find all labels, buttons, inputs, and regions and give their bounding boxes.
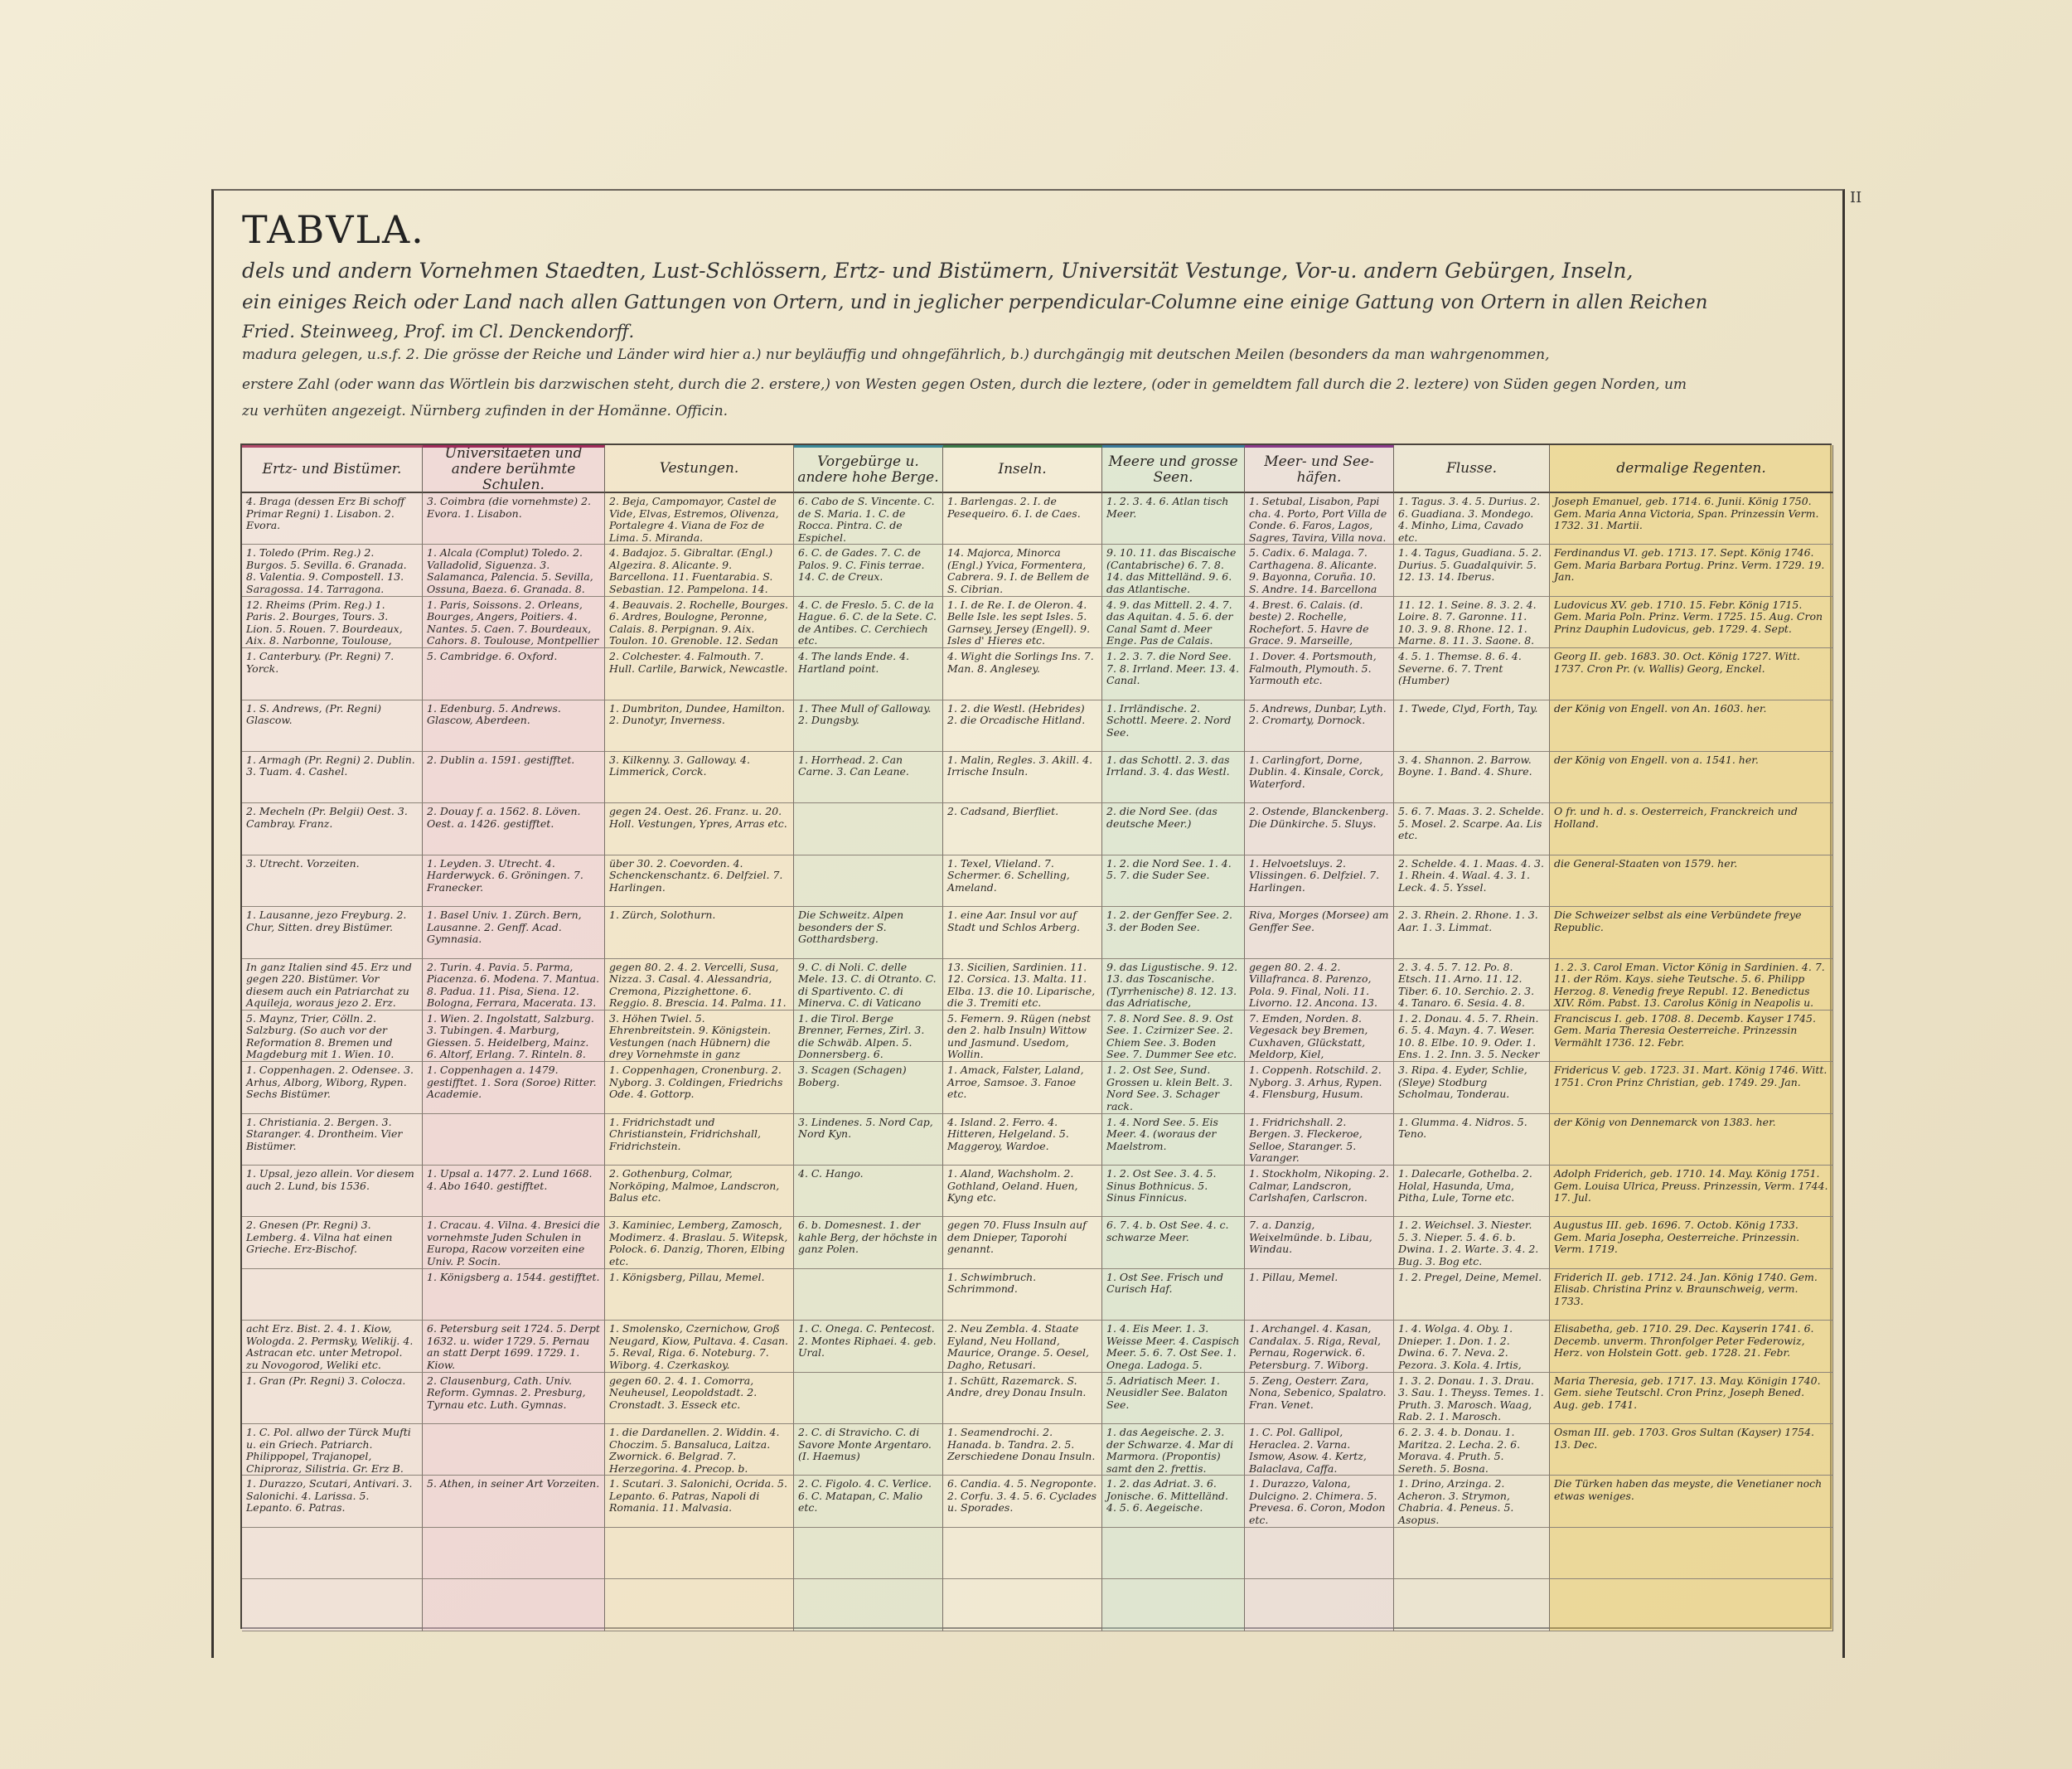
column-header: Flusse.	[1394, 445, 1550, 493]
table-cell: 3. Ripa. 4. Eyder, Schlie, (Sleye) Stodburg Scholmau, Tonderau.	[1394, 1062, 1550, 1113]
table-cell: 1. eine Aar. Insul vor auf Stadt und Schlos Arberg.	[943, 907, 1102, 958]
table-cell: 7. a. Danzig, Weixelmünde. b. Libau, Windau.	[1245, 1217, 1394, 1268]
column-header: Meere und grosse Seen.	[1102, 445, 1245, 493]
table-cell	[242, 1528, 423, 1579]
table-cell: 1. 2. Donau. 4. 5. 7. Rhein. 6. 5. 4. Mayn. 4. 7. Weser. 10. 8. Elbe. 10. 9. Oder. 1. Ens. 1. 2. Inn. 3. 5. Necker	[1394, 1011, 1550, 1062]
table-cell: 2. Cadsand, Bierfliet.	[943, 803, 1102, 855]
table-cell: 3. Kilkenny. 3. Galloway. 4. Limmerick, Corck.	[605, 752, 794, 803]
table-cell: gegen 60. 2. 4. 1. Comorra, Neuheusel, Leopoldstadt. 2. Cronstadt. 3. Esseck etc.	[605, 1373, 794, 1424]
table-cell: 1. Paris, Soissons. 2. Orleans, Bourges, Angers, Poitiers. 4. Nantes. 5. Caen. 7. Bourdeaux, Cahors. 8. Toulouse, Montpellier	[423, 597, 605, 648]
table-cell: 5. Zeng, Oesterr. Zara, Nona, Sebenico, Spalatro. Fran. Venet.	[1245, 1373, 1394, 1424]
table-cell: 7. Emden, Norden. 8. Vegesack bey Bremen, Cuxhaven, Glückstatt, Meldorp, Kiel,	[1245, 1011, 1394, 1062]
table-cell	[943, 1579, 1102, 1631]
table-cell: 1. Coppenh. Rotschild. 2. Nyborg. 3. Arhus, Rypen. 4. Flensburg, Husum.	[1245, 1062, 1394, 1113]
table-cell: 9. 10. 11. das Biscaische (Cantabrische) 6. 7. 8. 14. das Mittelländ. 9. 6. das Atlantische.	[1102, 545, 1245, 596]
table-cell: 4. 5. 1. Themse. 8. 6. 4. Severne. 6. 7. Trent (Humber)	[1394, 648, 1550, 700]
table-cell: Friderich II. geb. 1712. 24. Jan. König 1740. Gem. Elisab. Christina Prinz v. Braunschweig, verm. 1733.	[1550, 1269, 1833, 1321]
table-cell: 1. Tagus. 3. 4. 5. Durius. 2. 6. Guadiana. 3. Mondego. 4. Minho, Lima, Cavado etc.	[1394, 493, 1550, 545]
table-cell: 6. b. Domesnest. 1. der kahle Berg, der höchste in ganz Polen.	[794, 1217, 943, 1268]
sheet-number: II	[1850, 189, 1862, 206]
table-cell: 4. 9. das Mittell. 2. 4. 7. das Aquitan. 4. 5. 6. der Canal Samt d. Meer Enge. Pas de Calais.	[1102, 597, 1245, 648]
table-cell: Georg II. geb. 1683. 30. Oct. König 1727. Witt. 1737. Cron Pr. (v. Wallis) Georg, Enckel.	[1550, 648, 1833, 700]
table-cell: 2. C. Figolo. 4. C. Verlice. 6. C. Matapan, C. Malio etc.	[794, 1476, 943, 1527]
table-cell: die General-Staaten von 1579. her.	[1550, 855, 1833, 907]
table-cell	[605, 1579, 794, 1631]
subtitle-line: ein einiges Reich oder Land nach allen Gattungen von Ortern, und in jeglicher perpendicular-Columne eine einige Gattung von Ortern in allen Reichen	[242, 292, 1708, 313]
table-cell: 3. Scagen (Schagen) Boberg.	[794, 1062, 943, 1113]
table-cell: 1. C. Onega. C. Pentecost. 2. Montes Riphaei. 4. geb. Ural.	[794, 1321, 943, 1372]
table-cell: Adolph Friderich, geb. 1710. 14. May. König 1751. Gem. Louisa Ulrica, Preuss. Prinzessin, Verm. 1744. 17. Jul.	[1550, 1166, 1833, 1217]
table-cell	[1102, 1579, 1245, 1631]
table-cell: acht Erz. Bist. 2. 4. 1. Kiow, Wologda. 2. Permsky, Welikij. 4. Astracan etc. unter Metropol. zu Novogorod, Weliki etc.	[242, 1321, 423, 1372]
subtitle-line: erstere Zahl (oder wann das Wörtlein bis darzwischen steht, durch die 2. erstere,) von Westen gegen Osten, durch die leztere, (oder in gemeldtem fall durch die 2. leztere) von Süden gegen Norden, um	[242, 376, 1687, 393]
table-cell: 3. Höhen Twiel. 5. Ehrenbreitstein. 9. Königstein. Vestungen (nach Hübnern) die drey Vornehmste in ganz	[605, 1011, 794, 1062]
table-cell: 1. Glumma. 4. Nidros. 5. Teno.	[1394, 1114, 1550, 1166]
table-cell: 6. Petersburg seit 1724. 5. Derpt 1632. u. wider 1729. 5. Pernau an statt Derpt 1699. 1729. 1. Kiow.	[423, 1321, 605, 1372]
table-cell: 9. C. di Noli. C. delle Mele. 13. C. di Otranto. C. di Spartivento. C. di Minerva. C. di Vaticano	[794, 959, 943, 1011]
table-cell: 1. die Tirol. Berge Brenner, Fernes, Zirl. 3. die Schwäb. Alpen. 5. Donnersberg. 6.	[794, 1011, 943, 1062]
table-cell	[242, 1579, 423, 1631]
table-cell: 1. Horrhead. 2. Can Carne. 3. Can Leane.	[794, 752, 943, 803]
table-cell: 4. The lands Ende. 4. Hartland point.	[794, 648, 943, 700]
table-cell	[423, 1528, 605, 1579]
table-cell: 6. C. de Gades. 7. C. de Palos. 9. C. Finis terrae. 14. C. de Creux.	[794, 545, 943, 596]
table-cell: 1. Gran (Pr. Regni) 3. Colocza.	[242, 1373, 423, 1424]
table-cell: 1. 3. 2. Donau. 1. 3. Drau. 3. Sau. 1. Theyss. Temes. 1. Pruth. 3. Marosch. Waag, Rab. 2. 1. Marosch.	[1394, 1373, 1550, 1424]
table-cell: der König von Engell. von An. 1603. her.	[1550, 700, 1833, 752]
table-cell: 1. 2. Ost See. 3. 4. 5. Sinus Bothnicus. 5. Sinus Finnicus.	[1102, 1166, 1245, 1217]
table-cell	[423, 1114, 605, 1166]
table-cell: 14. Majorca, Minorca (Engl.) Yvica, Formentera, Cabrera. 9. I. de Bellem de S. Cibrian.	[943, 545, 1102, 596]
table-cell: 4. Brest. 6. Calais. (d. beste) 2. Rochelle, Rochefort. 5. Havre de Grace. 9. Marseille,	[1245, 597, 1394, 648]
table-cell: Fridericus V. geb. 1723. 31. Mart. König 1746. Witt. 1751. Cron Prinz Christian, geb. 1749. 29. Jan.	[1550, 1062, 1833, 1113]
table-cell: 3. Lindenes. 5. Nord Cap, Nord Kyn.	[794, 1114, 943, 1166]
table-cell: 1. 2. 3. 4. 6. Atlan tisch Meer.	[1102, 493, 1245, 545]
table-cell: 1. Seamendrochi. 2. Hanada. b. Tandra. 2. 5. Zerschiedene Donau Insuln.	[943, 1424, 1102, 1476]
table-cell: Franciscus I. geb. 1708. 8. Decemb. Kayser 1745. Gem. Maria Theresia Oesterreiche. Prinzessin Vermählt 1736. 12. Febr.	[1550, 1011, 1833, 1062]
table-cell	[794, 803, 943, 855]
table-cell: 1. Upsal a. 1477. 2. Lund 1668. 4. Abo 1640. gestifftet.	[423, 1166, 605, 1217]
table-cell: über 30. 2. Coevorden. 4. Schenckenschantz. 6. Delfziel. 7. Harlingen.	[605, 855, 794, 907]
table-cell: 2. Beja, Campomayor, Castel de Vide, Elvas, Estremos, Olivenza, Portalegre 4. Viana de Foz de Lima. 5. Miranda.	[605, 493, 794, 545]
table-cell: 1. Toledo (Prim. Reg.) 2. Burgos. 5. Sevilla. 6. Granada. 8. Valentia. 9. Compostell. 13. Saragossa. 14. Tarragona.	[242, 545, 423, 596]
table-cell: 1. Coppenhagen. 2. Odensee. 3. Arhus, Alborg, Wiborg, Rypen. Sechs Bistümer.	[242, 1062, 423, 1113]
table-cell: 4. Beauvais. 2. Rochelle, Bourges. 6. Ardres, Boulogne, Peronne, Calais. 8. Perpignan. 9. Aix. Toulon. 10. Grenoble. 12. Sedan	[605, 597, 794, 648]
table-cell: 1. Amack, Falster, Laland, Arroe, Samsoe. 3. Fanoe etc.	[943, 1062, 1102, 1113]
table-cell: 4. C. Hango.	[794, 1166, 943, 1217]
table-cell: 1. Canterbury. (Pr. Regni) 7. Yorck.	[242, 648, 423, 700]
table-cell: 1. Schütt, Razemarck. S. Andre, drey Donau Insuln.	[943, 1373, 1102, 1424]
table-cell: 1. 4. Wolga. 4. Oby. 1. Dnieper. 1. Don. 1. 2. Dwina. 6. 7. Neva. 2. Pezora. 3. Kola. 4. Irtis,	[1394, 1321, 1550, 1372]
table-cell: gegen 70. Fluss Insuln auf dem Dnieper, Taporohi genannt.	[943, 1217, 1102, 1268]
table-cell: 1. Upsal, jezo allein. Vor diesem auch 2. Lund, bis 1536.	[242, 1166, 423, 1217]
table-cell: 1. 2. Weichsel. 3. Niester. 5. 3. Nieper. 5. 4. 6. b. Dwina. 1. 2. Warte. 3. 4. 2. Bug. 3. Bog etc.	[1394, 1217, 1550, 1268]
table-cell: 1. Fridrichstadt und Christianstein, Fridrichshall, Fridrichstein.	[605, 1114, 794, 1166]
table-cell: Die Schweitz. Alpen besonders der S. Gotthardsberg.	[794, 907, 943, 958]
table-cell: 7. 8. Nord See. 8. 9. Ost See. 1. Czirnizer See. 2. Chiem See. 3. Boden See. 7. Dummer See etc.	[1102, 1011, 1245, 1062]
table-cell: 1. Ost See. Frisch und Curisch Haf.	[1102, 1269, 1245, 1321]
table-cell: Ferdinandus VI. geb. 1713. 17. Sept. König 1746. Gem. Maria Barbara Portug. Prinz. Verm. 1729. 19. Jan.	[1550, 545, 1833, 596]
table-cell: Die Türken haben das meyste, die Venetianer noch etwas weniges.	[1550, 1476, 1833, 1527]
table-cell	[1550, 1528, 1833, 1579]
register-table	[240, 443, 1832, 1629]
table-cell: 1. Helvoetsluys. 2. Vlissingen. 6. Delfziel. 7. Harlingen.	[1245, 855, 1394, 907]
table-cell: 9. das Ligustische. 9. 12. 13. das Toscanische. (Tyrrhenische) 8. 12. 13. das Adriatische,	[1102, 959, 1245, 1011]
table-cell: 1. Lausanne, jezo Freyburg. 2. Chur, Sitten. drey Bistümer.	[242, 907, 423, 958]
table-cell: 2. Schelde. 4. 1. Maas. 4. 3. 1. Rhein. 4. Waal. 4. 3. 1. Leck. 4. 5. Yssel.	[1394, 855, 1550, 907]
table-cell: 1. Smolensko, Czernichow, Groß Neugard, Kiow, Pultava. 4. Casan. 5. Reval, Riga. 6. Noteburg. 7. Wiborg. 4. Czerkaskoy.	[605, 1321, 794, 1372]
table-cell	[1102, 1528, 1245, 1579]
table-cell: 1. Dover. 4. Portsmouth, Falmouth, Plymouth. 5. Yarmouth etc.	[1245, 648, 1394, 700]
table-cell: 2. Neu Zembla. 4. Staate Eyland, Neu Holland, Maurice, Orange. 5. Oesel, Dagho, Retusari.	[943, 1321, 1102, 1372]
table-cell: 1. Dalecarle, Gothelba. 2. Holal, Hasunda, Uma, Pitha, Lule, Torne etc.	[1394, 1166, 1550, 1217]
table-cell: der König von Dennemarck von 1383. her.	[1550, 1114, 1833, 1166]
table-cell: 1. Pillau, Memel.	[1245, 1269, 1394, 1321]
column-header: Vorgebürge u. andere hohe Berge.	[794, 445, 943, 493]
table-cell: 1. Königsberg a. 1544. gestifftet.	[423, 1269, 605, 1321]
table-cell: 1. Durazzo, Scutari, Antivari. 3. Salonichi. 4. Larissa. 5. Lepanto. 6. Patras.	[242, 1476, 423, 1527]
table-cell: 5. Adriatisch Meer. 1. Neusidler See. Balaton See.	[1102, 1373, 1245, 1424]
table-cell	[423, 1579, 605, 1631]
table-cell: 2. 3. 4. 5. 7. 12. Po. 8. Etsch. 11. Arno. 11. 12. Tiber. 6. 10. Serchio. 2. 3. 4. Tanaro. 6. Sesia. 4. 8.	[1394, 959, 1550, 1011]
table-cell: In ganz Italien sind 45. Erz und gegen 220. Bistümer. Vor diesem auch ein Patriarchat zu Aquileja, woraus jezo 2. Erz.	[242, 959, 423, 1011]
table-cell: 1. Fridrichshall. 2. Bergen. 3. Fleckeroe, Selloe, Staranger. 5. Varanger.	[1245, 1114, 1394, 1166]
table-cell: 5. Cadix. 6. Malaga. 7. Carthagena. 8. Alicante. 9. Bayonna, Coruña. 10. S. Andre. 14. Barcellona	[1245, 545, 1394, 596]
table-cell: 1. I. de Re. I. de Oleron. 4. Belle Isle. les sept Isles. 5. Garnsey, Jersey (Engell). 9. Isles d' Hieres etc.	[943, 597, 1102, 648]
table-grid	[240, 443, 1832, 1629]
table-cell: 1. Schwimbruch. Schrimmond.	[943, 1269, 1102, 1321]
table-cell: 1. Zürch, Solothurn.	[605, 907, 794, 958]
table-cell: 6. 7. 4. b. Ost See. 4. c. schwarze Meer.	[1102, 1217, 1245, 1268]
table-cell: 4. Island. 2. Ferro. 4. Hitteren, Helgeland. 5. Maggeroy, Wardoe.	[943, 1114, 1102, 1166]
table-cell: 2. Clausenburg, Cath. Univ. Reform. Gymnas. 2. Presburg, Tyrnau etc. Luth. Gymnas.	[423, 1373, 605, 1424]
table-cell: 1. Aland, Wachsholm. 2. Gothland, Oeland. Huen, Kyng etc.	[943, 1166, 1102, 1217]
table-cell: 2. Douay f. a. 1562. 8. Löven. Oest. a. 1426. gestifftet.	[423, 803, 605, 855]
table-cell	[242, 1269, 423, 1321]
table-cell: 5. Andrews, Dunbar, Lyth. 2. Cromarty, Dornock.	[1245, 700, 1394, 752]
table-cell	[794, 1269, 943, 1321]
table-cell	[1245, 1579, 1394, 1631]
table-cell: 5. Cambridge. 6. Oxford.	[423, 648, 605, 700]
table-cell: 6. Cabo de S. Vincente. C. de S. Maria. 1. C. de Rocca. Pintra. C. de Espichel.	[794, 493, 943, 545]
table-cell	[1394, 1579, 1550, 1631]
table-cell: 5. Athen, in seiner Art Vorzeiten.	[423, 1476, 605, 1527]
table-cell: 1. 2. Pregel, Deine, Memel.	[1394, 1269, 1550, 1321]
table-cell: 2. die Nord See. (das deutsche Meer.)	[1102, 803, 1245, 855]
table-cell: 1. Leyden. 3. Utrecht. 4. Harderwyck. 6. Gröningen. 7. Franecker.	[423, 855, 605, 907]
table-cell: Osman III. geb. 1703. Gros Sultan (Kayser) 1754. 13. Dec.	[1550, 1424, 1833, 1476]
table-cell: 11. 12. 1. Seine. 8. 3. 2. 4. Loire. 8. 7. Garonne. 11. 10. 3. 9. 8. Rhone. 12. 1. Marne. 8. 11. 3. Saone. 8.	[1394, 597, 1550, 648]
table-cell: 1. Coppenhagen a. 1479. gestifftet. 1. Sora (Soroe) Ritter. Academie.	[423, 1062, 605, 1113]
page-title: TABVLA.	[242, 207, 425, 252]
table-cell: 1. 2. 3. Carol Eman. Victor König in Sardinien. 4. 7. 11. der Röm. Kays. siehe Teutsche. 5. 6. Philipp Herzog. 8. Venedig freye Republ. 12. Benedictus XIV. Röm. Pabst. 13. Carolus König in Neapolis u.	[1550, 959, 1833, 1011]
table-cell: 1. Königsberg, Pillau, Memel.	[605, 1269, 794, 1321]
table-cell: 1. 2. die Westl. (Hebrides) 2. die Orcadische Hitland.	[943, 700, 1102, 752]
table-cell: 1. 4. Eis Meer. 1. 3. Weisse Meer. 4. Caspisch Meer. 5. 6. 7. Ost See. 1. Onega. Ladoga. 5.	[1102, 1321, 1245, 1372]
table-cell: gegen 80. 2. 4. 2. Vercelli, Susa, Nizza. 3. Casal. 4. Alessandria, Cremona, Pizzighettone. 6. Reggio. 8. Brescia. 14. Palma. 11.	[605, 959, 794, 1011]
table-cell: Die Schweizer selbst als eine Verbündete freye Republic.	[1550, 907, 1833, 958]
table-cell: 1. Malin, Regles. 3. Akill. 4. Irrische Insuln.	[943, 752, 1102, 803]
table-cell: Augustus III. geb. 1696. 7. Octob. König 1733. Gem. Maria Josepha, Oesterreiche. Prinzessin. Verm. 1719.	[1550, 1217, 1833, 1268]
table-cell: Maria Theresia, geb. 1717. 13. May. Königin 1740. Gem. siehe Teutschl. Cron Prinz, Joseph Bened. Aug. geb. 1741.	[1550, 1373, 1833, 1424]
subtitle-line: Fried. Steinweeg, Prof. im Cl. Denckendorff.	[242, 322, 635, 342]
table-cell: 1. Texel, Vlieland. 7. Schermer. 6. Schelling, Ameland.	[943, 855, 1102, 907]
table-cell: 3. Utrecht. Vorzeiten.	[242, 855, 423, 907]
table-cell: 1. Archangel. 4. Kasan, Candalax. 5. Riga, Reval, Pernau, Rogerwick. 6. Petersburg. 7. Wiborg.	[1245, 1321, 1394, 1372]
table-cell: 1. C. Pol. allwo der Türck Mufti u. ein Griech. Patriarch. Philippopel, Trajanopel, Chiproraz, Silistria. Gr. Erz B.	[242, 1424, 423, 1476]
table-cell: 1. Edenburg. 5. Andrews. Glascow, Aberdeen.	[423, 700, 605, 752]
table-cell: 13. Sicilien, Sardinien. 11. 12. Corsica. 13. Malta. 11. Elba. 13. die 10. Liparische, die 3. Tremiti etc.	[943, 959, 1102, 1011]
table-cell: 1. Durazzo, Valona, Dulcigno. 2. Chimera. 5. Prevesa. 6. Coron, Modon etc.	[1245, 1476, 1394, 1527]
table-cell: 1. Christiania. 2. Bergen. 3. Staranger. 4. Drontheim. Vier Bistümer.	[242, 1114, 423, 1166]
table-cell: 1. Carlingfort, Dorne, Dublin. 4. Kinsale, Corck, Waterford.	[1245, 752, 1394, 803]
table-cell: der König von Engell. von a. 1541. her.	[1550, 752, 1833, 803]
table-cell: 1. Armagh (Pr. Regni) 2. Dublin. 3. Tuam. 4. Cashel.	[242, 752, 423, 803]
column-header: Universitaeten und andere berühmte Schulen.	[423, 445, 605, 493]
table-cell: 3. 4. Shannon. 2. Barrow. Boyne. 1. Band. 4. Shure.	[1394, 752, 1550, 803]
table-cell: 2. Ostende, Blanckenberg. Die Dünkirche. 5. Sluys.	[1245, 803, 1394, 855]
table-cell	[1550, 1579, 1833, 1631]
table-cell: O fr. und h. d. s. Oesterreich, Franckreich und Holland.	[1550, 803, 1833, 855]
table-cell: 1. 2. Ost See, Sund. Grossen u. klein Belt. 3. Nord See. 3. Schager rack.	[1102, 1062, 1245, 1113]
table-cell: 5. 6. 7. Maas. 3. 2. Schelde. 5. Mosel. 2. Scarpe. Aa. Lis etc.	[1394, 803, 1550, 855]
table-cell	[794, 1373, 943, 1424]
table-cell	[1245, 1528, 1394, 1579]
table-cell: 3. Coimbra (die vornehmste) 2. Evora. 1. Lisabon.	[423, 493, 605, 545]
table-cell: 1. C. Pol. Gallipol, Heraclea. 2. Varna. Ismow, Asow. 4. Kertz, Balaclava, Caffa.	[1245, 1424, 1394, 1476]
table-cell: 4. Wight die Sorlings Ins. 7. Man. 8. Anglesey.	[943, 648, 1102, 700]
table-cell: gegen 80. 2. 4. 2. Villafranca. 8. Parenzo, Pola. 9. Final, Noli. 11. Livorno. 12. Ancona. 13.	[1245, 959, 1394, 1011]
table-cell: 1. das Schottl. 2. 3. das Irrland. 3. 4. das Westl.	[1102, 752, 1245, 803]
table-cell: 1. Stockholm, Nikoping. 2. Calmar, Landscron, Carlshafen, Carlscron.	[1245, 1166, 1394, 1217]
table-cell: 1. 2. die Nord See. 1. 4. 5. 7. die Suder See.	[1102, 855, 1245, 907]
table-cell: 1. Scutari. 3. Salonichi, Ocrida. 5. Lepanto. 6. Patras, Napoli di Romania. 11. Malvasia.	[605, 1476, 794, 1527]
table-cell: 2. C. di Stravicho. C. di Savore Monte Argentaro. (I. Haemus)	[794, 1424, 943, 1476]
table-cell: 2. Turin. 4. Pavia. 5. Parma, Piacenza. 6. Modena. 7. Mantua. 8. Padua. 11. Pisa, Siena. 12. Bologna, Ferrara, Macerata. 13.	[423, 959, 605, 1011]
table-cell	[794, 1528, 943, 1579]
column-header: dermalige Regenten.	[1550, 445, 1833, 493]
table-cell: Elisabetha, geb. 1710. 29. Dec. Kayserin 1741. 6. Decemb. unverm. Thronfolger Peter Federowiz, Herz. von Holstein Gott. geb. 1728. 21. Febr.	[1550, 1321, 1833, 1372]
subtitle-line: madura gelegen, u.s.f. 2. Die grösse der Reiche und Länder wird hier a.) nur beyläuffig und ohngefährlich, b.) durchgängig mit deutschen Meilen (besonders da man wahrgenommen,	[242, 347, 1550, 363]
table-cell	[943, 1528, 1102, 1579]
table-cell	[794, 855, 943, 907]
table-cell: gegen 24. Oest. 26. Franz. u. 20. Holl. Vestungen, Ypres, Arras etc.	[605, 803, 794, 855]
table-cell: 1. 2. 3. 7. die Nord See. 7. 8. Irrland. Meer. 13. 4. Canal.	[1102, 648, 1245, 700]
table-cell: 1. 2. der Genffer See. 2. 3. der Boden See.	[1102, 907, 1245, 958]
table-cell: 1. das Aegeische. 2. 3. der Schwarze. 4. Mar di Marmora. (Propontis) samt den 2. frettis.	[1102, 1424, 1245, 1476]
table-cell: 5. Maynz, Trier, Cölln. 2. Salzburg. (So auch vor der Reformation 8. Bremen und Magdeburg mit 1. Wien. 10.	[242, 1011, 423, 1062]
table-cell: 1. Wien. 2. Ingolstatt, Salzburg. 3. Tubingen. 4. Marburg, Giessen. 5. Heidelberg, Mainz. 6. Altorf, Erlang. 7. Rinteln. 8.	[423, 1011, 605, 1062]
table-cell: 1. 2. das Adriat. 3. 6. Jonische. 6. Mittelländ. 4. 5. 6. Aegeische.	[1102, 1476, 1245, 1527]
table-cell: 1. Irrländische. 2. Schottl. Meere. 2. Nord See.	[1102, 700, 1245, 752]
table-cell: 5. Femern. 9. Rügen (nebst den 2. halb Insuln) Wittow und Jasmund. Usedom, Wollin.	[943, 1011, 1102, 1062]
table-cell: Riva, Morges (Morsee) am Genffer See.	[1245, 907, 1394, 958]
table-cell: 1. Twede, Clyd, Forth, Tay.	[1394, 700, 1550, 752]
table-cell: 1. S. Andrews, (Pr. Regni) Glascow.	[242, 700, 423, 752]
table-cell: 4. Badajoz. 5. Gibraltar. (Engl.) Algezira. 8. Alicante. 9. Barcellona. 11. Fuentarabia. S. Sebastian. 12. Pampelona. 14.	[605, 545, 794, 596]
table-cell: 1. Barlengas. 2. I. de Pesequeiro. 6. I. de Caes.	[943, 493, 1102, 545]
table-cell: 2. Colchester. 4. Falmouth. 7. Hull. Carlile, Barwick, Newcastle.	[605, 648, 794, 700]
table-cell: 1. die Dardanellen. 2. Widdin. 4. Choczim. 5. Bansaluca, Laitza. Zwornick. 6. Belgrad. 7. Herzegorina. 4. Precop. b.	[605, 1424, 794, 1476]
table-cell: 4. C. de Freslo. 5. C. de la Hague. 6. C. de la Sete. C. de Antibes. C. Cerchiech etc.	[794, 597, 943, 648]
table-cell	[794, 1579, 943, 1631]
table-cell: Ludovicus XV. geb. 1710. 15. Febr. König 1715. Gem. Maria Poln. Prinz. Verm. 1725. 15. Aug. Cron Prinz Dauphin Ludovicus, geb. 1729. 4. Sept.	[1550, 597, 1833, 648]
table-cell	[423, 1424, 605, 1476]
column-header: Inseln.	[943, 445, 1102, 493]
subtitle-line: dels und andern Vornehmen Staedten, Lust-Schlössern, Ertz- und Bistümern, Universität Vestunge, Vor-u. andern Gebürgen, Inseln,	[242, 259, 1634, 283]
table-cell: 1. Alcala (Complut) Toledo. 2. Valladolid, Siguenza. 3. Salamanca, Palencia. 5. Sevilla, Ossuna, Baeza. 6. Granada. 8.	[423, 545, 605, 596]
table-cell: 1. Dumbriton, Dundee, Hamilton. 2. Dunotyr, Inverness.	[605, 700, 794, 752]
table-cell: Joseph Emanuel, geb. 1714. 6. Junii. König 1750. Gem. Maria Anna Victoria, Span. Prinzessin Verm. 1732. 31. Martii.	[1550, 493, 1833, 545]
table-cell: 2. Dublin a. 1591. gestifftet.	[423, 752, 605, 803]
table-cell: 1. Cracau. 4. Vilna. 4. Bresici die vornehmste Juden Schulen in Europa, Racow vorzeiten eine Univ. P. Socin.	[423, 1217, 605, 1268]
table-cell: 1. 4. Tagus, Guadiana. 5. 2. Durius. 5. Guadalquivir. 5. 12. 13. 14. Iberus.	[1394, 545, 1550, 596]
column-header: Vestungen.	[605, 445, 794, 493]
table-cell: 2. Gothenburg, Colmar, Norköping, Malmoe, Landscron, Balus etc.	[605, 1166, 794, 1217]
table-cell: 1. Setubal, Lisabon, Papi cha. 4. Porto, Port Villa de Conde. 6. Faros, Lagos, Sagres, Tavira, Villa nova.	[1245, 493, 1394, 545]
table-cell: 2. Gnesen (Pr. Regni) 3. Lemberg. 4. Vilna hat einen Grieche. Erz-Bischof.	[242, 1217, 423, 1268]
column-header: Meer- und See-häfen.	[1245, 445, 1394, 493]
table-cell: 2. 3. Rhein. 2. Rhone. 1. 3. Aar. 1. 3. Limmat.	[1394, 907, 1550, 958]
table-cell: 1. Basel Univ. 1. Zürch. Bern, Lausanne. 2. Genff. Acad. Gymnasia.	[423, 907, 605, 958]
table-cell: 2. Mecheln (Pr. Belgii) Oest. 3. Cambray. Franz.	[242, 803, 423, 855]
table-cell: 6. Candia. 4. 5. Negroponte. 2. Corfu. 3. 4. 5. 6. Cyclades u. Sporades.	[943, 1476, 1102, 1527]
column-header: Ertz- und Bistümer.	[242, 445, 423, 493]
subtitle-line: zu verhüten angezeigt. Nürnberg zufinden in der Homänne. Officin.	[242, 403, 729, 419]
table-cell: 1. 4. Nord See. 5. Eis Meer. 4. (woraus der Maelstrom.	[1102, 1114, 1245, 1166]
table-cell: 1. Thee Mull of Galloway. 2. Dungsby.	[794, 700, 943, 752]
table-cell: 12. Rheims (Prim. Reg.) 1. Paris. 2. Bourges, Tours. 3. Lion. 5. Rouen. 7. Bourdeaux, Aix. 8. Narbonne, Toulouse,	[242, 597, 423, 648]
table-cell	[605, 1528, 794, 1579]
table-cell: 6. 2. 3. 4. b. Donau. 1. Maritza. 2. Lecha. 2. 6. Morava. 4. Pruth. 5. Sereth. 5. Bosna.	[1394, 1424, 1550, 1476]
table-cell: 1. Drino, Arzinga. 2. Acheron. 3. Strymon, Chabria. 4. Peneus. 5. Asopus.	[1394, 1476, 1550, 1527]
table-cell: 3. Kaminiec, Lemberg, Zamosch, Modimerz. 4. Braslau. 5. Witepsk, Polock. 6. Danzig, Thoren, Elbing etc.	[605, 1217, 794, 1268]
table-cell	[1394, 1528, 1550, 1579]
table-cell: 1. Coppenhagen, Cronenburg. 2. Nyborg. 3. Coldingen, Friedrichs Ode. 4. Gottorp.	[605, 1062, 794, 1113]
table-cell: 4. Braga (dessen Erz Bi schoff Primar Regni) 1. Lisabon. 2. Evora.	[242, 493, 423, 545]
